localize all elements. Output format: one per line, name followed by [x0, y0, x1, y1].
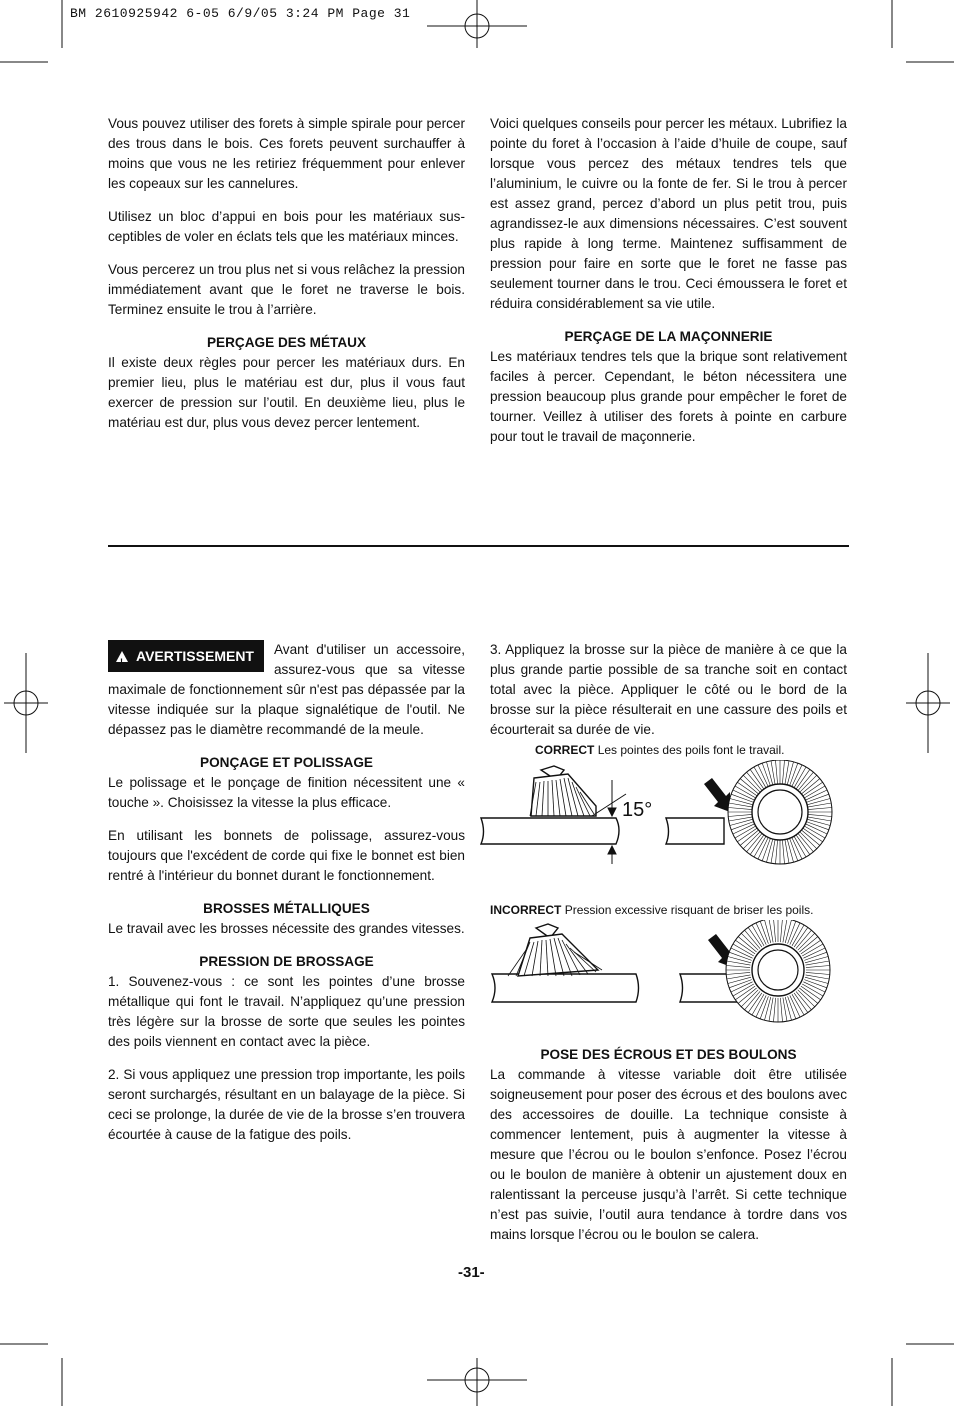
- print-header: BM 2610925942 6-05 6/9/05 3:24 PM Page 31: [70, 6, 411, 21]
- paragraph: Voici quelques conseils pour percer les métaux. Lubrifiez la pointe du foret à l’occasion à l’aide d’huile de coupe, sauf lorsque vous percez des métaux tendres tels que l’aluminium, le cuivre ou la fonte de fer. Si le trou à percer est assez grand, percez d’abord un plus petit trou, puis agrandissez-le aux dimensions nécessaires. C’est souvent plus rapide à long terme. Maintenez suffisamment de pression pour faire en sorte que le foret ne fasse pas seulement tourner dans le trou. Ceci émoussera le foret et réduira considérablement sa vie utile.: [490, 116, 847, 311]
- correct-brush-illustration: [476, 760, 856, 870]
- warning-badge: [108, 640, 264, 672]
- correct-caption: [535, 742, 784, 758]
- section-divider: [108, 545, 849, 547]
- top-left-column: [108, 114, 465, 446]
- section-heading-wire-brushes: BROSSES MÉTALLIQUES: [203, 901, 370, 916]
- warning-paragraph: [108, 640, 465, 740]
- page-number: -31-: [458, 1264, 485, 1281]
- paragraph: 2. Si vous appliquez une pression trop importante, les poils seront surchargés, résultant en un balayage de la pièce. Si ceci se prolonge, la durée de vie de la brosse s’en trouvera écourtée à cause de la fatigue des poils.: [108, 1067, 465, 1142]
- incorrect-brush-illustration: [490, 920, 850, 1030]
- warning-label: AVERTISSEMENT: [136, 648, 254, 664]
- section-heading-brush-pressure: PRESSION DE BROSSAGE: [199, 954, 374, 969]
- bottom-right-column-bottom: [490, 1045, 847, 1258]
- angle-label: 15°: [622, 799, 653, 821]
- paragraph: En utilisant les bonnets de polissage, assurez-vous toujours que l'excédent de corde qui fixe le bonnet est bien rentré à l'intérieur du bonnet durant le fonctionnement.: [108, 828, 465, 883]
- top-right-column: [490, 114, 847, 460]
- section-heading-masonry-drilling: PERÇAGE DE LA MAÇONNERIE: [564, 329, 773, 344]
- section-heading-metal-drilling: PERÇAGE DES MÉTAUX: [206, 335, 367, 350]
- paragraph: Vous percerez un trou plus net si vous relâchez la pression immédiatement avant que le foret ne traverse le bois. Terminez ensuite le trou à l’arrière.: [108, 262, 465, 317]
- paragraph: Il existe deux règles pour percer les matériaux durs. En premier lieu, plus le matériau est dur, plus il vous faut exercer de pression sur l’outil. En deuxième lieu, plus le matériau est dur, plus vous devez percer lentement.: [108, 355, 465, 430]
- correct-label: CORRECT: [535, 743, 595, 757]
- warning-triangle-icon: [116, 651, 128, 662]
- incorrect-text: Pression excessive risquant de briser les poils.: [564, 903, 814, 917]
- incorrect-label: INCORRECT: [490, 903, 562, 917]
- paragraph: Les matériaux tendres tels que la brique sont relativement faciles à percer. Cependant, le béton nécessitera une pression beaucoup plus grande pour empêcher le foret de tourner. Veillez à utiliser des forets à pointe en carbure pour tout le travail de maçonnerie.: [490, 349, 847, 444]
- warning-text: Avant d'utiliser un accessoire, assurez-vous que sa vitesse maximale de fonctionnement sûr n'est pas dépassée par la vitesse indiquée sur la plaque signalétique de l'outil. Ne dépassez pas le diamètre recommandé de la meule.: [108, 642, 465, 737]
- paragraph: Utilisez un bloc d’appui en bois pour les matériaux sus-ceptibles de voler en éclats tels que les matériaux minces.: [108, 209, 465, 244]
- paragraph: Vous pouvez utiliser des forets à simple spirale pour percer des trous dans le bois. Ces forets peuvent surchauffer à moins que vous ne les retiriez fréquemment pour enlever les copeaux sur les cannelures.: [108, 116, 465, 191]
- paragraph: 3. Appliquez la brosse sur la pièce de manière à ce que la plus grande partie possible de sa tranche soit en contact total avec la pièce. Appliquer le côté ou le bord de la brosse sur la pièce résulterait en une cassure des poils et écourterait sa durée de vie.: [490, 642, 847, 737]
- paragraph: Le polissage et le ponçage de finition nécessitent une « touche ». Choisissez la vitesse la plus efficace.: [108, 775, 465, 810]
- paragraph: 1. Souvenez-vous : ce sont les pointes d’une brosse métallique qui font le travail. N’appliquez qu’une pression très légère sur la brosse de sorte que seules les pointes des poils viennent en contact avec la pièce.: [108, 974, 465, 1049]
- bottom-right-column-top: [490, 640, 847, 753]
- bottom-left-column: [108, 640, 465, 1158]
- section-heading-sanding: PONÇAGE ET POLISSAGE: [200, 755, 373, 770]
- paragraph: Le travail avec les brosses nécessite des grandes vitesses.: [108, 921, 465, 936]
- section-heading-nuts-bolts: POSE DES ÉCROUS ET DES BOULONS: [540, 1047, 797, 1062]
- incorrect-caption: [490, 902, 813, 918]
- paragraph: La commande à vitesse variable doit être utilisée soigneusement pour poser des écrous et des boulons avec des accessoires de douille. La technique consiste à commencer lentement, puis à augmenter la vitesse à mesure que l’écrou ou le boulon s’enfonce. Posez l’écrou ou le boulon de manière à obtenir un ajustement doux en ralentissant la perceuse jusqu’à l’arrêt. Si cette technique n’est pas suivie, l’outil aura tendance à tordre dans vos mains lorsque l’écrou ou le boulon se calera.: [490, 1067, 847, 1242]
- correct-text: Les pointes des poils font le travail.: [597, 743, 785, 757]
